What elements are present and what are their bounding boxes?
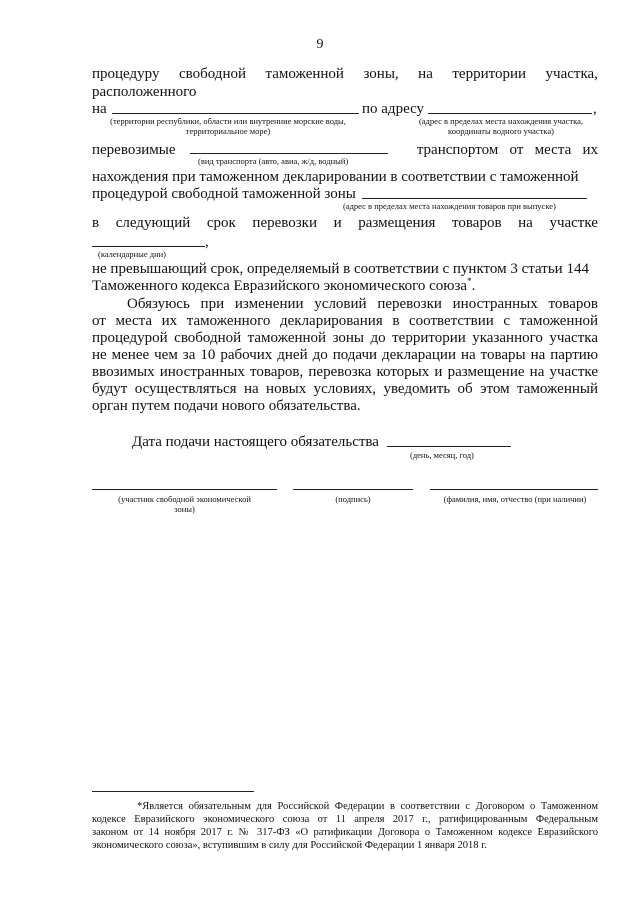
- hint-release: (адрес в пределах места нахождения товаров при выпуске): [343, 201, 556, 211]
- paragraph-line-2: от места их таможенного декларирования в соответствии с таможенной: [92, 313, 598, 329]
- paragraph-line-7: орган путем подачи нового обязательства.: [92, 398, 361, 414]
- name-field-line: [430, 489, 598, 490]
- word: процедуру: [92, 66, 160, 82]
- signature-field-line: [293, 489, 413, 490]
- hint-days: (календарные дни): [98, 249, 166, 259]
- label-perevozimye: перевозимые: [92, 142, 176, 158]
- footnote-line-4: экономического союза», вступившим в силу для Российской Федерации 1 января 2018 г.: [92, 840, 487, 851]
- text-row-2: расположенного: [92, 84, 197, 100]
- address-field-line: [428, 113, 592, 114]
- word: зоны,: [363, 66, 399, 82]
- label-na: на: [92, 101, 107, 117]
- footnote-line-3: законом от 14 ноября 2017 г. № 317-ФЗ «О ратификации Договора о Таможенном кодексе Евразийского: [92, 827, 598, 838]
- text-row-9: не превышающий срок, определяемый в соответствии с пунктом 3 статьи 144: [92, 261, 589, 277]
- text-row-10: Таможенного кодекса Евразийского экономического союза*.: [92, 276, 476, 294]
- word: свободной: [178, 66, 246, 82]
- footnote-line-2: кодексе Евразийского экономического союза от 11 апреля 2017 г., ратифицированным Федеральным: [92, 814, 598, 825]
- footnote-mark: *: [467, 276, 472, 286]
- word: на: [418, 66, 433, 82]
- hint-signature: (подпись): [335, 494, 371, 504]
- date-label: Дата подачи настоящего обязательства: [132, 434, 379, 450]
- release-address-field-line: [362, 198, 587, 199]
- comma: ,: [205, 234, 209, 250]
- date-hint: (день, месяц, год): [410, 450, 474, 460]
- hint-territory: (территории республики, области или внутренние морские воды, территориальное море): [110, 116, 346, 136]
- paragraph-line-3: процедурой свободной таможенной зоны до территории указанного участка: [92, 330, 598, 346]
- paragraph-line-6: будут осуществляться на новых условиях, уведомить об этом таможенный: [92, 381, 598, 397]
- hint-address: (адрес в пределах места нахождения участка, координаты водного участка): [418, 116, 584, 136]
- text-row-6: процедурой свободной таможенной зоны: [92, 186, 356, 202]
- footnote-line-1: *Является обязательным для Российской Федерации в соответствии с Договором о Таможенном: [137, 801, 598, 812]
- hint-name: (фамилия, имя, отчество (при наличии): [443, 494, 587, 504]
- word: участка,: [545, 66, 598, 82]
- transport-field-line: [190, 153, 388, 154]
- page-number: 9: [316, 37, 324, 52]
- paragraph-line-4: не менее чем за 10 рабочих дней до подачи декларации на товары на партию: [92, 347, 598, 363]
- word: таможенной: [265, 66, 344, 82]
- label-po-adresu: по адресу: [362, 101, 425, 117]
- footnote-separator: [92, 791, 254, 792]
- hint-participant: (участник свободной экономической зоны): [118, 494, 251, 514]
- participant-field-line: [92, 489, 277, 490]
- territory-field-line: [112, 113, 359, 114]
- date-field-line: [387, 446, 511, 447]
- text-transport-right: транспортом от места их: [416, 142, 598, 158]
- text-row-7: в следующий срок перевозки и размещения товаров на участке: [92, 215, 598, 231]
- paragraph-line-1: Обязуюсь при изменении условий перевозки иностранных товаров: [127, 296, 598, 312]
- days-field-line: [92, 246, 205, 247]
- comma: ,: [593, 101, 597, 117]
- text-row-1: [92, 66, 598, 83]
- text-row-5: нахождения при таможенном декларировании в соответствии с таможенной: [92, 169, 579, 185]
- paragraph-line-5: ввозимых иностранных товаров, перевозка которых и размещение на участке: [92, 364, 598, 380]
- word: территории: [452, 66, 527, 82]
- hint-transport: (вид транспорта (авто, авиа, ж/д, водный): [198, 156, 349, 166]
